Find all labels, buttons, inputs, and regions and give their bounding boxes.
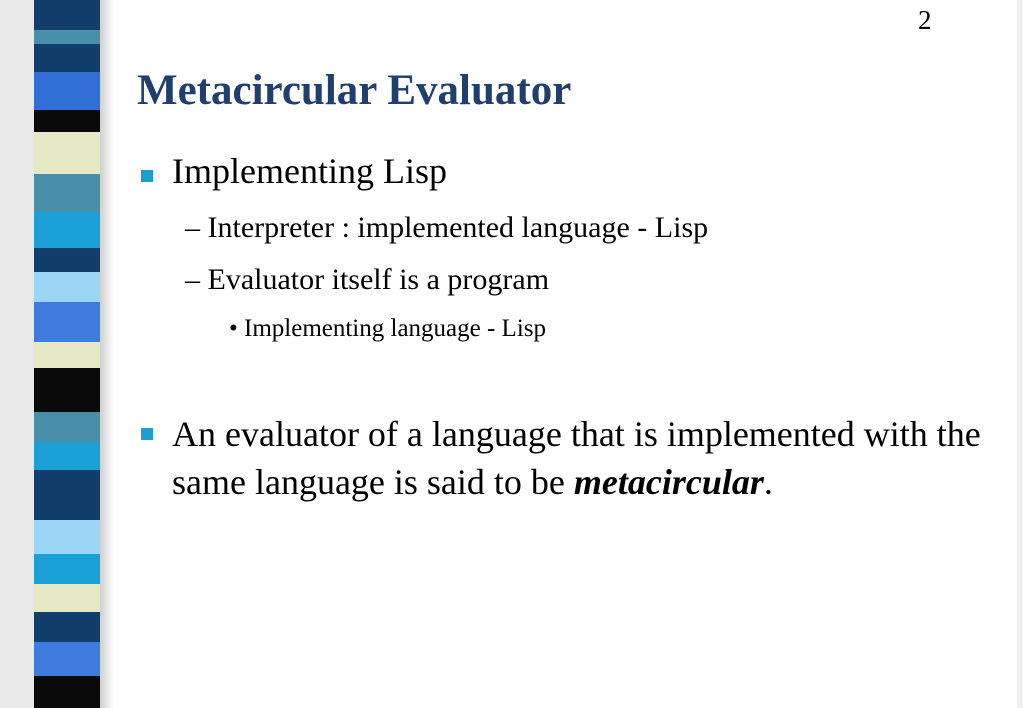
stripe-block [34, 110, 100, 132]
page-number: 2 [918, 5, 932, 35]
stripe-block [34, 212, 100, 248]
emphasis-term: metacircular [573, 462, 764, 502]
paragraph-end: . [763, 462, 773, 502]
stripe-block [34, 554, 100, 584]
stripe-block [34, 342, 100, 368]
sub-sub-bullet-item: • Implementing language - Lisp [229, 315, 547, 342]
stripe-shadow [100, 0, 114, 708]
stripe-block [34, 470, 100, 520]
stripe-block [34, 520, 100, 554]
stripe-block [34, 584, 100, 612]
stripe-block [34, 30, 100, 44]
slide-title: Metacircular Evaluator [137, 67, 572, 114]
stripe-block [34, 272, 100, 302]
right-edge [1017, 0, 1023, 708]
stripe-block [34, 642, 100, 676]
stripe-block [34, 248, 100, 272]
stripe-block [34, 676, 100, 708]
bullet-text: Implementing Lisp [172, 151, 447, 191]
bullet-paragraph [172, 410, 992, 506]
stripe-block [34, 412, 100, 442]
stripe-block [34, 302, 100, 342]
stripe-block [34, 442, 100, 470]
square-bullet-icon [141, 170, 153, 182]
stripe-block [34, 44, 100, 72]
stripe-block [34, 0, 100, 30]
stripe-block [34, 132, 100, 174]
sub-bullet-item: – Interpreter : implemented language - Lisp [185, 211, 709, 244]
stripe-block [34, 174, 100, 212]
stripe-block [34, 72, 100, 110]
square-bullet-icon [141, 428, 153, 440]
stripe-block [34, 368, 100, 412]
stripe-block [34, 612, 100, 642]
sub-bullet-item: – Evaluator itself is a program [185, 263, 550, 296]
decorative-stripe-column [34, 0, 100, 708]
paragraph-text: An evaluator of a language that is implemented with the same language is said to be [172, 414, 981, 502]
